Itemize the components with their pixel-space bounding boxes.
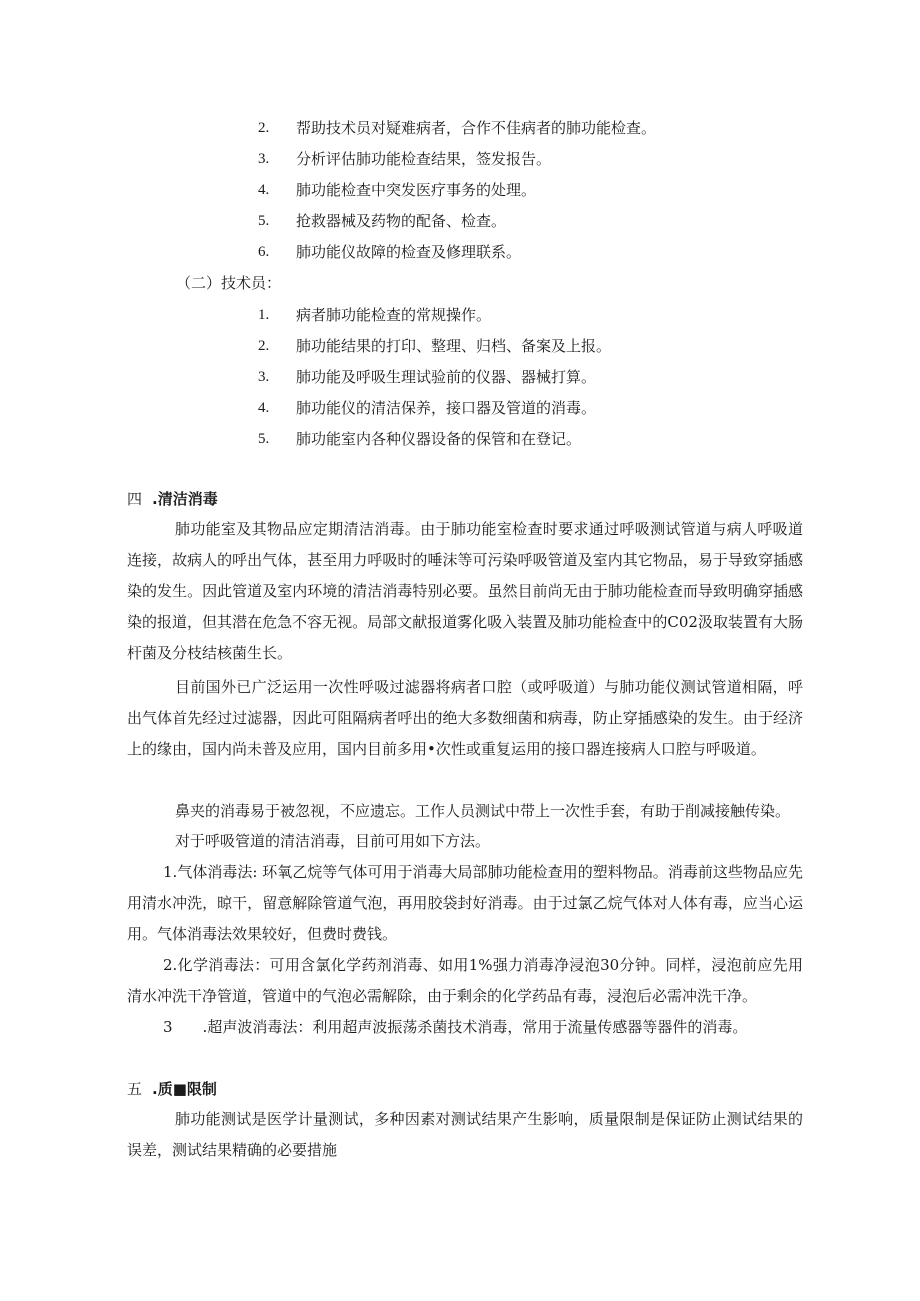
list-number: 3.	[258, 369, 270, 385]
paragraph: 目前国外已广泛运用一次性呼吸过滤器将病者口腔（或呼吸道）与肺功能仪测试管道相隔，呼出气体首先经过过滤器，因此可阻隔病者呼出的绝大多数细菌和病毒，防止穿插感染的发生。由于经济上的缘由，国内尚未普及应用，国内目前多用•次性或重复运用的接口器连接病人口腔与呼吸道。	[127, 678, 803, 758]
list-item: 肺功能仪的清洁保养，接口器及管道的消毒。	[296, 399, 597, 417]
paragraph: 鼻夹的消毒易于被忽视，不应遗忘。工作人员测试中带上一次性手套，有助于削减接触传染。	[175, 802, 791, 820]
list-item: 肺功能仪故障的检查及修理联系。	[296, 243, 522, 261]
list-item: 帮助技术员对疑难病者，合作不佳病者的肺功能检查。	[296, 119, 657, 137]
paragraph: 肺功能测试是医学计量测试，多种因素对测试结果产生影响，质量限制是保证防止测试结果的误差，测试结果精确的必要措施	[127, 1110, 803, 1159]
list-item: 肺功能室内各种仪器设备的保管和在登记。	[296, 430, 582, 448]
subsection-title: （二）技术员：	[176, 274, 282, 292]
list-item: 肺功能结果的打印、整理、归档、备案及上报。	[296, 337, 612, 355]
list-item: 病者肺功能检查的常规操作。	[296, 306, 492, 324]
section-number: 四	[127, 490, 143, 508]
list-item: 肺功能及呼吸生理试验前的仪器、器械打算。	[296, 368, 597, 386]
list-number: 4.	[258, 400, 270, 416]
method-text: .化学消毒法：可用含氯化学药剂消毒、如用1%强力消毒净浸泡30分钟。同样，浸泡前应先用清水冲洗干净管道，管道中的气泡必需解除，由于剩余的化学药品有毒，浸泡后必需冲洗干净。	[127, 956, 803, 1005]
list-number: 4.	[258, 182, 270, 198]
method-number: 1	[163, 863, 173, 881]
section-title: .质■限制	[152, 1080, 217, 1098]
list-number: 2.	[258, 338, 270, 354]
method-paragraph	[127, 950, 803, 1012]
section-title: .清洁消毒	[152, 490, 218, 508]
list-number: 6.	[258, 244, 270, 260]
section-heading	[127, 489, 218, 509]
list-item: 分析评估肺功能检查结果，签发报告。	[296, 150, 552, 168]
list-number: 2.	[258, 120, 270, 136]
method-paragraph	[163, 1012, 747, 1043]
list-item: 抢救器械及药物的配备、检查。	[296, 212, 507, 230]
paragraph: 肺功能室及其物品应定期清洁消毒。由于肺功能室检查时要求通过呼吸测试管道与病人呼吸道连接，故病人的呼出气体，甚至用力呼吸时的唾沫等可污染呼吸管道及室内其它物品，易于导致穿插感染的发生。因此管道及室内环境的清洁消毒特别必要。虽然目前尚无由于肺功能检查而导致明确穿插感染的报道，但其潜在危急不容无视。局部文献报道雾化吸入装置及肺功能检查中的C02汲取装置有大肠杆菌及分枝结核菌生长。	[127, 520, 803, 662]
list-number: 5.	[258, 431, 270, 447]
list-item: 肺功能检查中突发医疗事务的处理。	[296, 181, 537, 199]
paragraph: 对于呼吸管道的清洁消毒，目前可用如下方法。	[175, 832, 491, 850]
method-text: .超声波消毒法：利用超声波振荡杀菌技术消毒，常用于流量传感器等器件的消毒。	[202, 1018, 748, 1036]
method-number: 3	[163, 1018, 173, 1036]
method-paragraph	[127, 857, 803, 950]
section-heading	[127, 1079, 217, 1099]
list-number: 5.	[258, 213, 270, 229]
list-number: 3.	[258, 151, 270, 167]
section-number: 五	[127, 1080, 143, 1098]
list-number: 1.	[258, 307, 270, 323]
method-text: .气体消毒法: 环氧乙烷等气体可用于消毒大局部肺功能检查用的塑料物品。消毒前这些物品应先用清水冲洗，晾干，留意解除管道气泡，再用胶袋封好消毒。由于过氯乙烷气体对人体有毒，应当心运用。气体消毒法效果较好，但费时费钱。	[127, 863, 803, 943]
method-number: 2	[163, 956, 173, 974]
